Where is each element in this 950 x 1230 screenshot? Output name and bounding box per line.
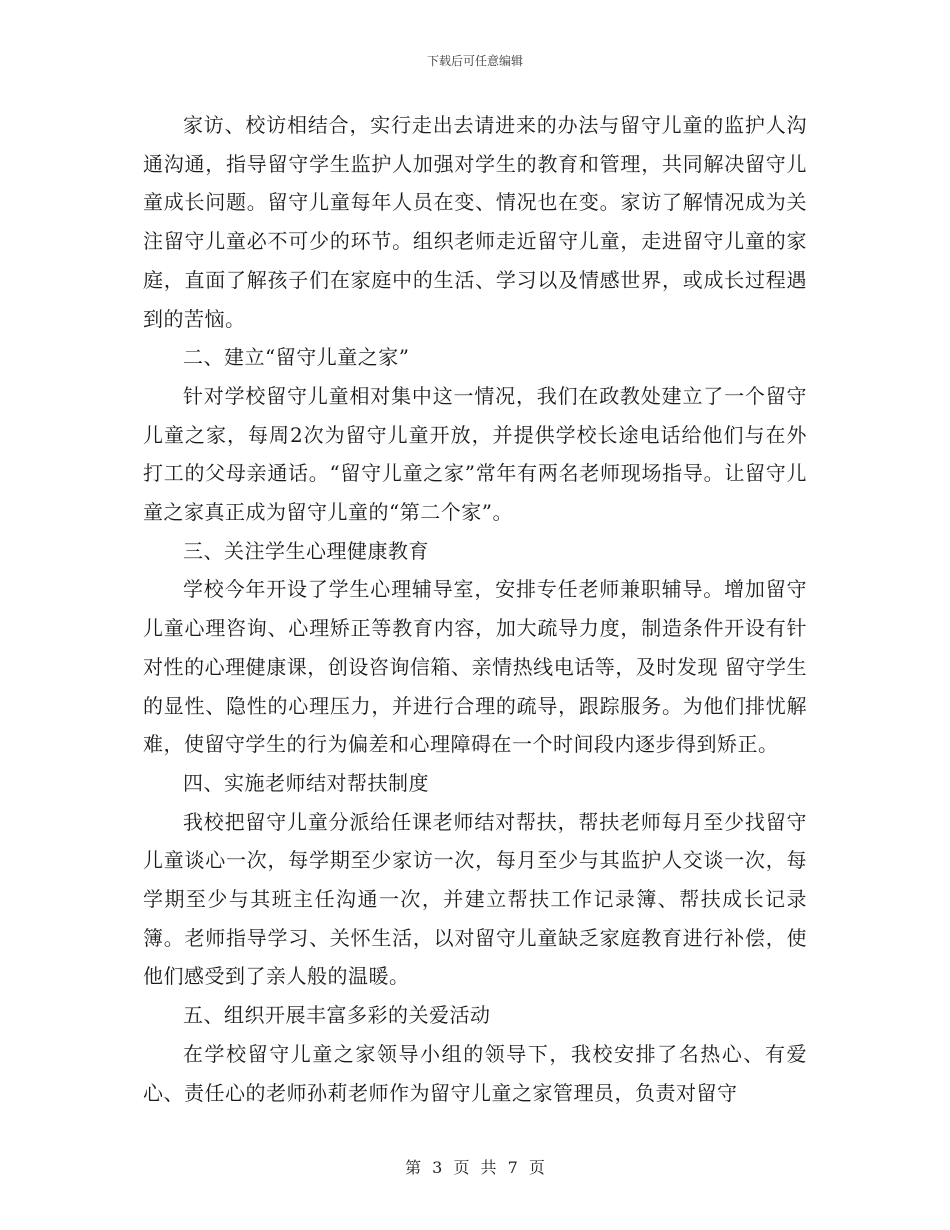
paragraph-care-activities: 在学校留守儿童之家领导小组的领导下，我校安排了名热心、有爱心、责任心的老师孙莉老师作为留守儿童之家管理员，负责对留守 [143, 1041, 807, 1105]
paragraph-home-visits: 家访、校访相结合，实行走出去请进来的办法与留守儿童的监护人沟通沟通，指导留守学生监护人加强对学生的教育和管理，共同解决留守儿童成长问题。留守儿童每年人员在变、情况也在变。家访了解情况成为关注留守儿童必不可少的环节。组织老师走近留守儿童，走进留守儿童的家庭，直面了解孩子们在家庭中的生活、学习以及情感世界，或成长过程遇到的苦恼。 [143, 113, 807, 331]
page-number: 第 3 页 共 7 页 [405, 1158, 545, 1177]
paragraph-teacher-pairing: 我校把留守儿童分派给任课老师结对帮扶，帮扶老师每月至少找留守儿童谈心一次，每学期至少家访一次，每月至少与其监护人交谈一次，每学期至少与其班主任沟通一次，并建立帮扶工作记录簿、帮扶成长记录簿。老师指导学习、关怀生活，以对留守儿童缺乏家庭教育进行补偿，使他们感受到了亲人般的温暖。 [143, 809, 807, 989]
section-heading-3: 三、关注学生心理健康教育 [183, 538, 429, 563]
section-heading-2: 二、建立“留守儿童之家” [183, 345, 410, 370]
section-heading-5: 五、组织开展丰富多彩的关爱活动 [183, 1003, 491, 1028]
section-heading-4: 四、实施老师结对帮扶制度 [183, 770, 429, 795]
paragraph-mental-health: 学校今年开设了学生心理辅导室，安排专任老师兼职辅导。增加留守儿童心理咨询、心理矫正等教育内容，加大疏导力度，制造条件开设有针对性的心理健康课，创设咨询信箱、亲情热线电话等，及时发现 留守学生 的显性、隐性的心理压力，并进行合理的疏导，跟踪服务。为他们排忧解难，使留守学生的行为偏差和心理障碍在一个时间段内逐步得到矫正。 [143, 577, 807, 757]
page-header: 下载后可任意编辑 [426, 54, 523, 68]
document-body [143, 106, 807, 1112]
paragraph-children-home: 针对学校留守儿童相对集中这一情况，我们在政教处建立了一个留守儿童之家，每周2次为留守儿童开放，并提供学校长途电话给他们与在外打工的父母亲通话。“留守儿童之家”常年有两名老师现场指导。让留守儿童之家真正成为留守儿童的“第二个家”。 [143, 383, 807, 525]
